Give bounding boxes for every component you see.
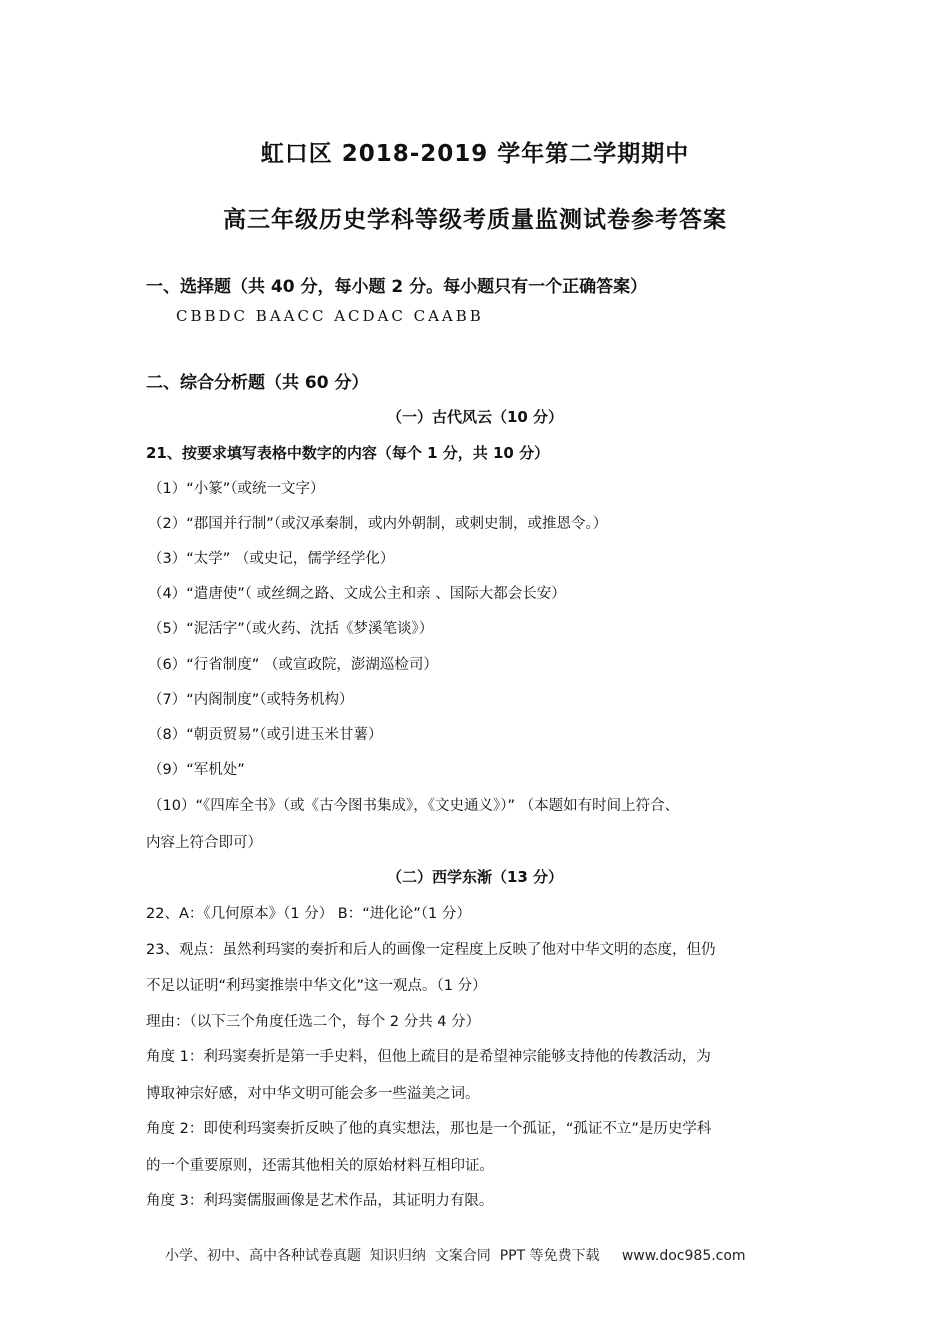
q21-item: （10）“《四库全书》（或《古今图书集成》，《文史通义》）” （本题如有时间上符合、 [148, 798, 680, 814]
q21-item: （7）“内阁制度”（或特务机构） [148, 692, 354, 708]
q23-viewpoint-line1: 23、观点：虽然利玛窦的奏折和后人的画像一定程度上反映了他对中华文明的态度，但仍 [146, 942, 716, 958]
doc-title-line2: 高三年级历史学科等级考质量监测试卷参考答案 [223, 207, 727, 233]
q23-viewpoint-line2: 不足以证明“利玛窦推崇中华文化”这一观点。（1 分） [146, 978, 487, 994]
q23-angle3: 角度 3：利玛窦儒服画像是艺术作品，其证明力有限。 [146, 1193, 494, 1209]
q23-angle2-line1: 角度 2：即使利玛窦奏折反映了他的真实想法，那也是一个孤证，“孤证不立”是历史学科 [146, 1121, 712, 1137]
q21-item: （3）“太学” （或史记，儒学经学化） [148, 551, 395, 567]
q21-item: （8）“朝贡贸易”（或引进玉米甘薯） [148, 727, 383, 743]
q21-item: （1）“小篆”（或统一文字） [148, 481, 325, 497]
mc-answers: CBBDC BAACC ACDAC CAABB [176, 307, 484, 325]
section1-heading: 一、选择题（共 40 分，每小题 2 分。每小题只有一个正确答案） [146, 277, 648, 297]
doc-title-line1: 虹口区 2018-2019 学年第二学期期中 [260, 141, 690, 167]
q21-item: （4）“遣唐使”（ 或丝绸之路、文成公主和亲 、国际大都会长安） [148, 586, 566, 602]
q21-item: （6）“行省制度” （或宣政院，澎湖巡检司） [148, 657, 438, 673]
q21-item: （2）“郡国并行制”（或汉承秦制，或内外朝制，或刺史制，或推恩令。） [148, 516, 608, 532]
q23-angle2-line2: 的一个重要原则，还需其他相关的原始材料互相印证。 [146, 1158, 494, 1174]
page-footer: 小学、初中、高中各种试卷真题 知识归纳 文案合同 PPT 等免费下载 www.doc985.com [165, 1248, 746, 1264]
q23-reason: 理由：（以下三个角度任选二个，每个 2 分共 4 分） [146, 1014, 481, 1030]
q21-item10-continuation: 内容上符合即可） [146, 835, 262, 851]
section2-heading: 二、综合分析题（共 60 分） [146, 373, 369, 393]
q21-item: （9）“军机处” [148, 762, 245, 778]
q21-prompt: 21、按要求填写表格中数字的内容（每个 1 分，共 10 分） [146, 444, 550, 462]
q23-angle1-line2: 博取神宗好感，对中华文明可能会多一些溢美之词。 [146, 1086, 480, 1102]
q23-angle1-line1: 角度 1：利玛窦奏折是第一手史料，但他上疏目的是希望神宗能够支持他的传教活动，为 [146, 1049, 711, 1065]
part1-title: （一）古代风云（10 分） [386, 408, 564, 426]
q21-item: （5）“泥活字”（或火药、沈括《梦溪笔谈》） [148, 621, 434, 637]
part2-title: （二）西学东渐（13 分） [386, 868, 564, 886]
q22-answer: 22、A：《几何原本》（1 分） B：“进化论”（1 分） [146, 906, 471, 922]
